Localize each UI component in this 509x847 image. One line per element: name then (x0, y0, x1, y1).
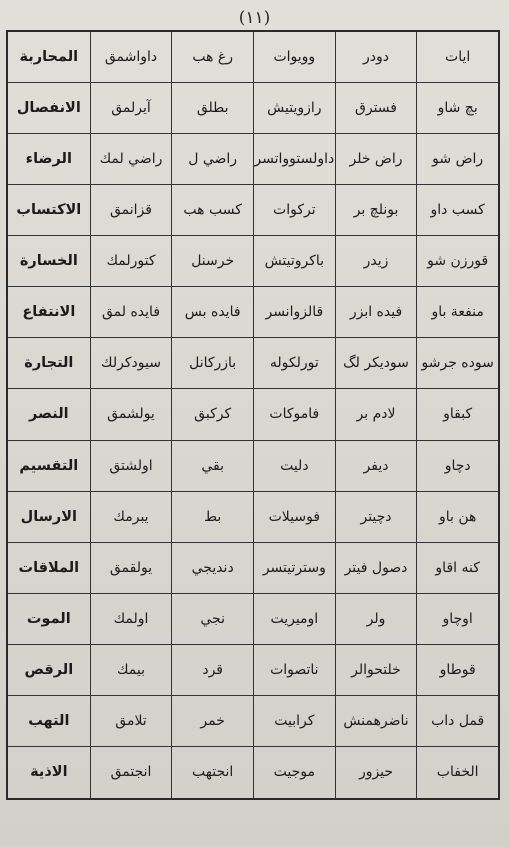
table-cell: دودر (335, 32, 417, 83)
table-cell-arabic-term: الملاقات (8, 543, 90, 594)
table-cell: داولستوواتسر (253, 134, 335, 185)
table-cell: اوچاو (416, 594, 498, 645)
table-cell: انجتمق (90, 747, 172, 798)
table-cell: كنه اقاو (416, 543, 498, 594)
table-cell: موجيت (253, 747, 335, 798)
table-cell: فيده ابزر (335, 287, 417, 338)
table-cell: خمر (171, 696, 253, 747)
table-cell: هن باو (416, 492, 498, 543)
table-cell: خرسنل (171, 236, 253, 287)
page-number: (١١) (238, 8, 271, 28)
table-cell-arabic-term: المحاربة (8, 32, 90, 83)
table-cell: ناضرهمنش (335, 696, 417, 747)
table-cell: قورزن شو (416, 236, 498, 287)
table-cell: راض شو (416, 134, 498, 185)
table-cell: دنديجي (171, 543, 253, 594)
table-cell: ايات (416, 32, 498, 83)
table-cell: تلامق (90, 696, 172, 747)
table-cell: انجتهب (171, 747, 253, 798)
table-cell: بقي (171, 441, 253, 492)
table-cell: وويوات (253, 32, 335, 83)
table-cell: ناتصوات (253, 645, 335, 696)
table-cell: فاموكات (253, 389, 335, 440)
table-cell: فسترق (335, 83, 417, 134)
table-cell: راضي ل (171, 134, 253, 185)
table-cell: قوطاو (416, 645, 498, 696)
table-cell: بازركانل (171, 338, 253, 389)
table-cell: منفعة باو (416, 287, 498, 338)
table-cell: بط (171, 492, 253, 543)
table-cell-arabic-term: الرضاء (8, 134, 90, 185)
table-cell: بچ شاو (416, 83, 498, 134)
table-cell: دچيتر (335, 492, 417, 543)
table-cell: بطلق (171, 83, 253, 134)
table-cell: يولقمق (90, 543, 172, 594)
table-cell: لادم بر (335, 389, 417, 440)
table-cell: دليت (253, 441, 335, 492)
table-cell: كتورلمك (90, 236, 172, 287)
table-cell: كسب داو (416, 185, 498, 236)
table-cell-arabic-term: الرقص (8, 645, 90, 696)
table-cell-arabic-term: الانفصال (8, 83, 90, 134)
table-cell: دچاو (416, 441, 498, 492)
table-cell: باكروتيتش (253, 236, 335, 287)
table-cell: الخفاب (416, 747, 498, 798)
table-cell: آيرلمق (90, 83, 172, 134)
table-cell: كركبق (171, 389, 253, 440)
table-cell: رازويتيش (253, 83, 335, 134)
table-cell: قمل داب (416, 696, 498, 747)
vocabulary-table (6, 30, 500, 800)
table-cell: حيزور (335, 747, 417, 798)
table-cell: قزانمق (90, 185, 172, 236)
table-cell: تركوات (253, 185, 335, 236)
table-cell: وسترتيتسر (253, 543, 335, 594)
table-cell: قالزوانسر (253, 287, 335, 338)
table-cell-arabic-term: الانتفاع (8, 287, 90, 338)
table-cell: فايده لمق (90, 287, 172, 338)
table-cell: زيدر (335, 236, 417, 287)
table-cell-arabic-term: التقسيم (8, 441, 90, 492)
table-cell: راض خلر (335, 134, 417, 185)
table-cell: اولشتق (90, 441, 172, 492)
table-cell: خلتحوالر (335, 645, 417, 696)
table-cell: نجي (171, 594, 253, 645)
table-cell-arabic-term: الاكتساب (8, 185, 90, 236)
table-cell: كرابيت (253, 696, 335, 747)
table-cell: يولشمق (90, 389, 172, 440)
table-cell-arabic-term: التهب (8, 696, 90, 747)
table-cell-arabic-term: التجارة (8, 338, 90, 389)
table-cell: فوسيلات (253, 492, 335, 543)
table-cell: راضي لمك (90, 134, 172, 185)
table-cell: دصول فيتر (335, 543, 417, 594)
table-cell: داواشمق (90, 32, 172, 83)
table-cell: اوميريت (253, 594, 335, 645)
table-cell-arabic-term: الارسال (8, 492, 90, 543)
table-cell: يبرمك (90, 492, 172, 543)
table-cell: تورلكوله (253, 338, 335, 389)
table-cell: رغ هب (171, 32, 253, 83)
table-cell: بيمك (90, 645, 172, 696)
table-cell: سوده جرشو (416, 338, 498, 389)
table-cell: قرد (171, 645, 253, 696)
table-cell: ولر (335, 594, 417, 645)
table-cell: سوديكر لگ (335, 338, 417, 389)
table-cell: اولمك (90, 594, 172, 645)
table-cell: سيودكرلك (90, 338, 172, 389)
table-cell: ديفر (335, 441, 417, 492)
table-cell-arabic-term: الخسارة (8, 236, 90, 287)
table-cell-arabic-term: الاذية (30, 764, 68, 781)
table-cell-arabic-term: النصر (8, 389, 90, 440)
table-cell: بونلچ بر (335, 185, 417, 236)
table-cell: كسب هب (171, 185, 253, 236)
table-cell-arabic-term: الموت (8, 594, 90, 645)
table-cell: فايده بس (171, 287, 253, 338)
table-cell: كبقاو (416, 389, 498, 440)
